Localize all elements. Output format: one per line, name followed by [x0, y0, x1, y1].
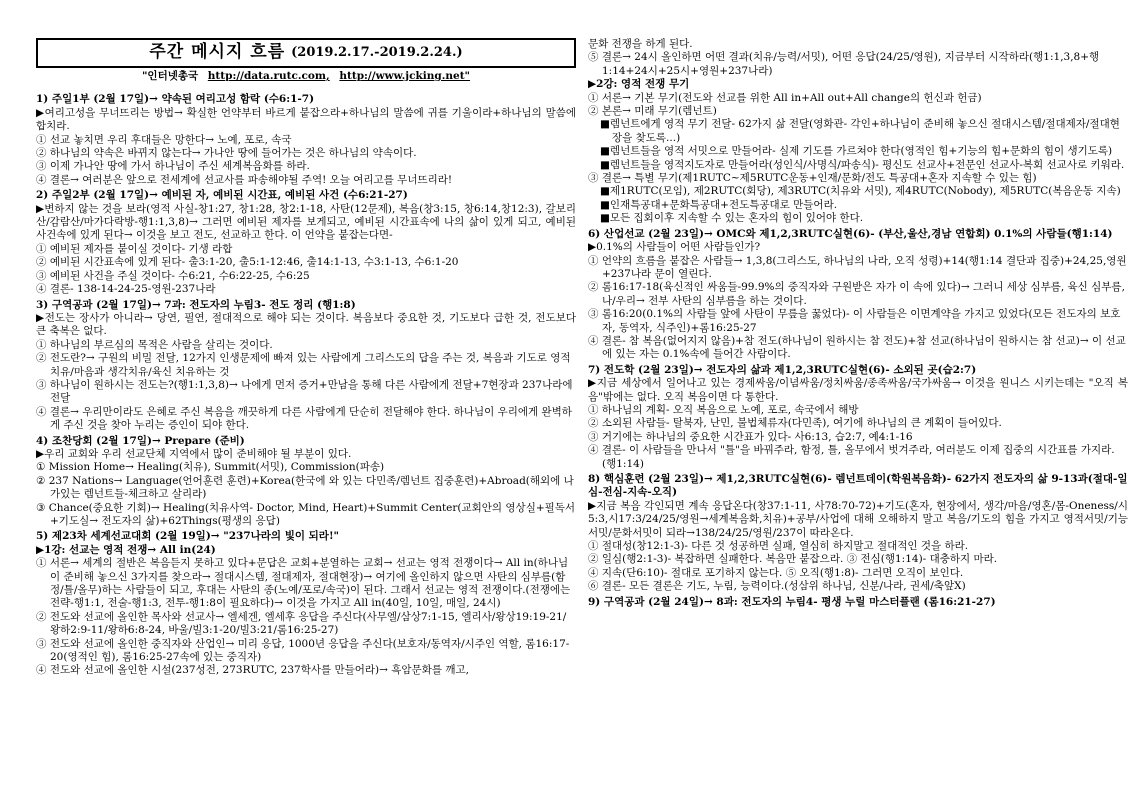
- text-line: ② 소외된 사람들- 탈북자, 난민, 불법체류자(다민족), 여기에 하나님의 큰 계획이 들어있다.: [588, 417, 1002, 430]
- left-body: [36, 93, 576, 677]
- text-line: ① 절대성(창12:1-3)- 다른 것 성공하면 실패, 열심히 하지말고 절대적인 것을 하라.: [588, 540, 969, 553]
- section-heading: 6) 산업선교 (2월 23일)→ OMC와 제1,2,3RUTC실현(6)- (부산,울산,경남 연합회) 0.1%의 사람들(행1:14): [588, 227, 1113, 240]
- text-line: ⑤ 결론→ 24시 올인하면 어떤 결과(치유/능력/서밋), 어떤 응답(24/25/영원), 지금부터 시작하라(행1:1,3,8+행1:14+24시+25시+영원+237나라): [588, 51, 1100, 77]
- text-line: ② 롬16:17-18(육신적인 싸움들-99.9%의 중직자와 구원받은 자가 이 속에 있다)→ 그러니 세상 심부름, 육신 심부름, 나/우리→ 전부 사탄의 심부름을 하는 것이다.: [588, 281, 1125, 307]
- text-line: ② 하나님의 약속은 바뀌지 않는다→ 가나안 땅에 들어가는 것은 하나님의 약속이다.: [36, 147, 417, 160]
- subsection-heading: ▶2강: 영적 전쟁 무기: [588, 78, 690, 91]
- data-link[interactable]: http://data.rutc.com,: [207, 70, 330, 82]
- text-line: ① 서론→ 기본 무기(전도와 선교를 위한 All in+All out+All change의 헌신과 헌금): [588, 91, 982, 104]
- source-label: "인터넷총국: [141, 70, 199, 82]
- subsection-heading: ▶1강: 선교는 영적 전쟁→ All in(24): [36, 543, 216, 556]
- text-line: ① 예비된 제자를 붙이실 것이다- 기생 라합: [36, 242, 233, 255]
- text-line: ④ 전도와 선교에 올인한 시설(237성전, 273RUTC, 237학사를 만들어라)→ 흑암문화를 깨고,: [36, 664, 469, 677]
- section-heading: 9) 구역공과 (2월 24일)→ 8과: 전도자의 누림4- 평생 누릴 마스터플랜 (롬16:21-27): [588, 595, 996, 608]
- section-heading: 4) 조찬당회 (2월 17일)→ Prepare (준비): [36, 434, 245, 447]
- text-line: ■모든 집회이후 지속할 수 있는 혼자의 힘이 있어야 한다.: [600, 212, 864, 225]
- text-line: ④ 결론→ 우리만이라도 은혜로 주신 복음을 깨끗하게 다른 사람에게 단순히 전달해야 한다. 하나님이 우리에게 완벽하게 주신 것을 찾아 누리는 증인이 되야 한다.: [36, 405, 572, 432]
- right-column: [588, 38, 1128, 609]
- section-heading: 8) 핵심훈련 (2월 23일)→ 제1,2,3RUTC실현(6)- 렘넌트데이(학원복음화)- 62가지 전도자의 삶 9-13과(절대-일심-전심-지속-오직): [588, 473, 1128, 499]
- date-range: (2019.2.17.-2019.2.24.): [291, 45, 463, 61]
- text-line: ▶지금 복음 각인되면 계속 응답온다(창37:1-11, 사78:70-72)+기도(혼자, 현장에서, 생각/마음/영혼/몸-Oneness/시5:3,시17:3/24/25/영원→세계복음화,치유)+공부/사업에 대해 오해하지 말고 복음/기도의 힘을 가지고 영적서밋/기능서밋/문화서밋이 되라→138/24/25/영원/237이 따라온다.: [588, 499, 1128, 539]
- jcking-link[interactable]: http://www.jcking.net": [339, 70, 471, 82]
- text-line: ▶전도는 장사가 아니라→ 당연, 필연, 절대적으로 해야 되는 것이다. 복음보다 중요한 것, 기도보다 급한 것, 전도보다 큰 축복은 없다.: [36, 311, 576, 338]
- text-line: ② 전도와 선교에 올인한 목사와 선교사→ 엘세겐, 엘세후 응답을 주신다(사무엘/삼상7:1-15, 엘리사/왕상19:19-21/왕하2:9-11/왕하6:8-24, 바울/빌3:1-20/빌3:21/롬16:25-27): [36, 610, 567, 637]
- title-box: [36, 38, 576, 68]
- text-line: ③ 거기에는 하나님의 중요한 시간표가 있다- 사6:13, 습2:7, 예4:1-16: [588, 430, 913, 443]
- text-line: ④ 결론- 참 복음(없어지지 않음)+참 전도(하나님이 원하시는 참 전도)+참 선교(하나님이 원하시는 참 선교)→ 이 선교에 있는 자는 0.1%속에 들어간 사람이다.: [588, 334, 1126, 361]
- section-heading: 5) 제23차 세계선교대회 (2월 19일)→ "237나라의 빛이 되라!": [36, 530, 340, 543]
- section-heading: 7) 전도학 (2월 23일)→ 전도자의 삶과 제1,2,3RUTC실현(6)- 소외된 곳(습2:7): [588, 363, 977, 376]
- section-heading: 1) 주일1부 (2월 17일)→ 약속된 여리고성 함락 (수6:1-7): [36, 93, 315, 106]
- text-line: ③ 이제 가나안 땅에 가서 하나님이 주신 세계복음화를 하라.: [36, 160, 310, 173]
- text-line: 문화 전쟁을 하게 된다.: [588, 38, 693, 50]
- text-line: ▶여리고성을 무너뜨리는 방법→ 확실한 언약부터 바르게 붙잡으라+하나님의 말씀에 귀를 기울이라+하나님의 말씀에 합치라.: [36, 106, 576, 133]
- text-line: ② 본론→ 미래 무기(렘넌트): [588, 105, 717, 118]
- text-line: ① 서론→ 세계의 절반은 복음듣지 못하고 있다+문답은 교회+분열하는 교회→ 선교는 영적 전쟁이다→ All in(하나님이 준비해 놓으신 3가지를 찾으라→ 절대시스템, 절대제자, 절대현장)→ 여기에 올인하지 않으면 사탄의 심부름(함정/틀/올무)하는 사람들이 되고, 후대는 사탄의 종(노예/포로/속국)이 된다. 그래서 선교는 영적 전쟁이다.(전쟁에는 전략-행1:1, 전술-행1:3, 전투-행1:8이 필요하다)→ 이것을 가지고 All in(40일, 10일, 매일, 24시): [36, 557, 571, 610]
- text-line: ① Mission Home→ Healing(치유), Summit(서밋), Commission(파송): [36, 461, 385, 474]
- text-line: ■렘넌트들을 영적 서밋으로 만들어라- 실제 기도를 가르쳐야 한다(영적인 힘+기능의 힘+문화의 힘이 생기도록): [600, 145, 1113, 158]
- text-line: ■제1RUTC(모임), 제2RUTC(회당), 제3RUTC(치유와 서밋), 제4RUTC(Nobody), 제5RUTC(복음운동 지속): [600, 185, 1121, 198]
- text-line: ④ 결론- 이 사람들을 만나서 "틀"을 바꿔주라, 함정, 틀, 올무에서 벗겨주라, 여러분도 이제 집중의 시간표를 가지라.(행1:14): [588, 444, 1115, 470]
- text-line: ▶지금 세상에서 일어나고 있는 경제싸움/이념싸움/정치싸움/종족싸움/국가싸움→ 이것을 원니스 시키는데는 "오직 복음"밖에는 없다. 오직 복음이면 다 통한다.: [588, 377, 1128, 403]
- section-heading: 3) 구역공과 (2월 17일)→ 7과: 전도자의 누림3- 전도 정리 (행1:8): [36, 298, 356, 311]
- text-line: ③ 롬16:20(0.1%의 사람들 앞에 사탄이 무릎을 꿇었다)- 이 사람들은 이면계약을 가지고 있었다(모든 전도자의 보호자, 동역자, 식주인)+롬16:25-27: [588, 308, 1121, 334]
- right-body: [588, 38, 1128, 609]
- text-line: ② 예비된 시간표속에 있게 된다- 출3:1-20, 출5:1-12:46, 출14:1-13, 수3:1-13, 수6:1-20: [36, 256, 459, 269]
- text-line: ④ 지속(단6:10)- 절대로 포기하지 않는다. ⑤ 오직(행1:8)- 그러면 오직이 보인다.: [588, 566, 964, 579]
- text-line: ① 하나님의 계획- 오직 복음으로 노예, 포로, 속국에서 해방: [588, 403, 859, 416]
- text-line: ③ Chance(중요한 기회)→ Healing(치유사역- Doctor, Mind, Heart)+Summit Center(교회안의 영상실+필독서+기도실→ 전도자의 삶)+62Things(평생의 응답): [36, 501, 576, 527]
- text-line: ■인재특공대+문화특공대+전도특공대로 만들어라.: [600, 198, 838, 211]
- text-line: ▶우리 교회와 우리 선교단체 지역에서 많이 준비해야 될 부분이 있다.: [36, 447, 352, 460]
- text-line: ① 언약의 흐름을 붙잡은 사람들→ 1,3,8(그리스도, 하나님의 나라, 오직 성령)+14(행1:14 결단과 집중)+24,25,영원+237나라 문이 열린다.: [588, 254, 1127, 280]
- text-line: ■렘넌트들을 영적지도자로 만들어라(성인식/사명식/파송식)- 평신도 선교사+전문인 선교사-복회 선교사로 키워라.: [600, 158, 1125, 171]
- left-column: [36, 0, 576, 678]
- text-line: ⑥ 결론- 모든 결론은 기도, 누림, 능력이다.(성삼위 하나님, 신분/나라, 권세/축앞X): [588, 580, 966, 593]
- text-line: ① 선교 놓치면 우리 후대들은 망한다→ 노예, 포로, 속국: [36, 133, 292, 146]
- source-links: [36, 70, 576, 83]
- text-line: ④ 결론→ 여러분은 앞으로 전세계에 선교사를 파송해야될 주역! 오늘 여리고를 무너뜨리라!: [36, 173, 453, 186]
- text-line: ▶변하지 않는 것을 보라(영적 사실-창1:27, 창1:28, 창2:1-18, 사탄(12문제), 복음(창3:15, 창6:14,창12:3), 갈보리산/감람산/마가다락방-행1:1,3,8)→ 그러면 예비된 제자를 보게되고, 예비된 시간표속에 나의 삶이 있게 되고, 예비된 사건속에 있게 된다→ 이것을 보고 전도, 선교하고 한다. 이 언약을 붙잡는다면-: [36, 202, 576, 242]
- text-line: ④ 결론- 138-14-24-25-영원-237나라: [36, 283, 216, 296]
- text-line: ② 일심(행2:1-3)- 복잡하면 실패한다. 복음만 붙잡으라. ③ 전심(행1:14)- 대충하지 마라.: [588, 553, 998, 566]
- text-line: ■렘넌트에게 영적 무기 전달- 62가지 삶 전달(영화관- 각인+하나님이 준비해 놓으신 절대시스템/절대제자/절대현장을 찾도록...): [600, 118, 1120, 144]
- text-line: ① 하나님의 부르심의 목적은 사람을 살리는 것이다.: [36, 338, 273, 351]
- text-line: ▶0.1%의 사람들이 어떤 사람들인가?: [588, 241, 761, 254]
- text-line: ③ 결론→ 특별 무기(제1RUTC~제5RUTC운동+인재/문화/전도 특공대+혼자 지속할 수 있는 힘): [588, 172, 1037, 185]
- text-line: ③ 전도와 선교에 올인한 중직자와 산업인→ 미리 응답, 1000년 응답을 주신다(보호자/동역자/시주인 역할, 롬16:17-20(영적인 힘), 롬16:25-27속에 있는 중직자): [36, 637, 570, 664]
- text-line: ③ 하나님이 원하시는 전도는?(행1:1,3,8)→ 나에게 먼저 증거+만남을 통해 다른 사람에게 전달+7현장과 237나라에 전달: [36, 378, 573, 405]
- text-line: ② 237 Nations→ Language(언어훈련 훈련)+Korea(한국에 와 있는 다민족/렘넌트 집중훈련)+Abroad(해외에 나가있는 렘넌트들-체크하고 살리라): [36, 474, 574, 501]
- text-line: ② 전도란?→ 구원의 비밀 전달, 12가지 인생문제에 빠져 있는 사람에게 그리스도의 답을 주는 것, 복음과 기도로 영적치유/마음과 생각치유/육신 치유하는 것: [36, 352, 571, 378]
- page-title: 주간 메시지 흐름: [149, 42, 286, 63]
- section-heading: 2) 주일2부 (2월 17일)→ 예비된 자, 예비된 시간표, 예비된 사건 (수6:21-27): [36, 189, 408, 202]
- text-line: ③ 예비된 사건을 주실 것이다- 수6:21, 수6:22-25, 수6:25: [36, 269, 310, 282]
